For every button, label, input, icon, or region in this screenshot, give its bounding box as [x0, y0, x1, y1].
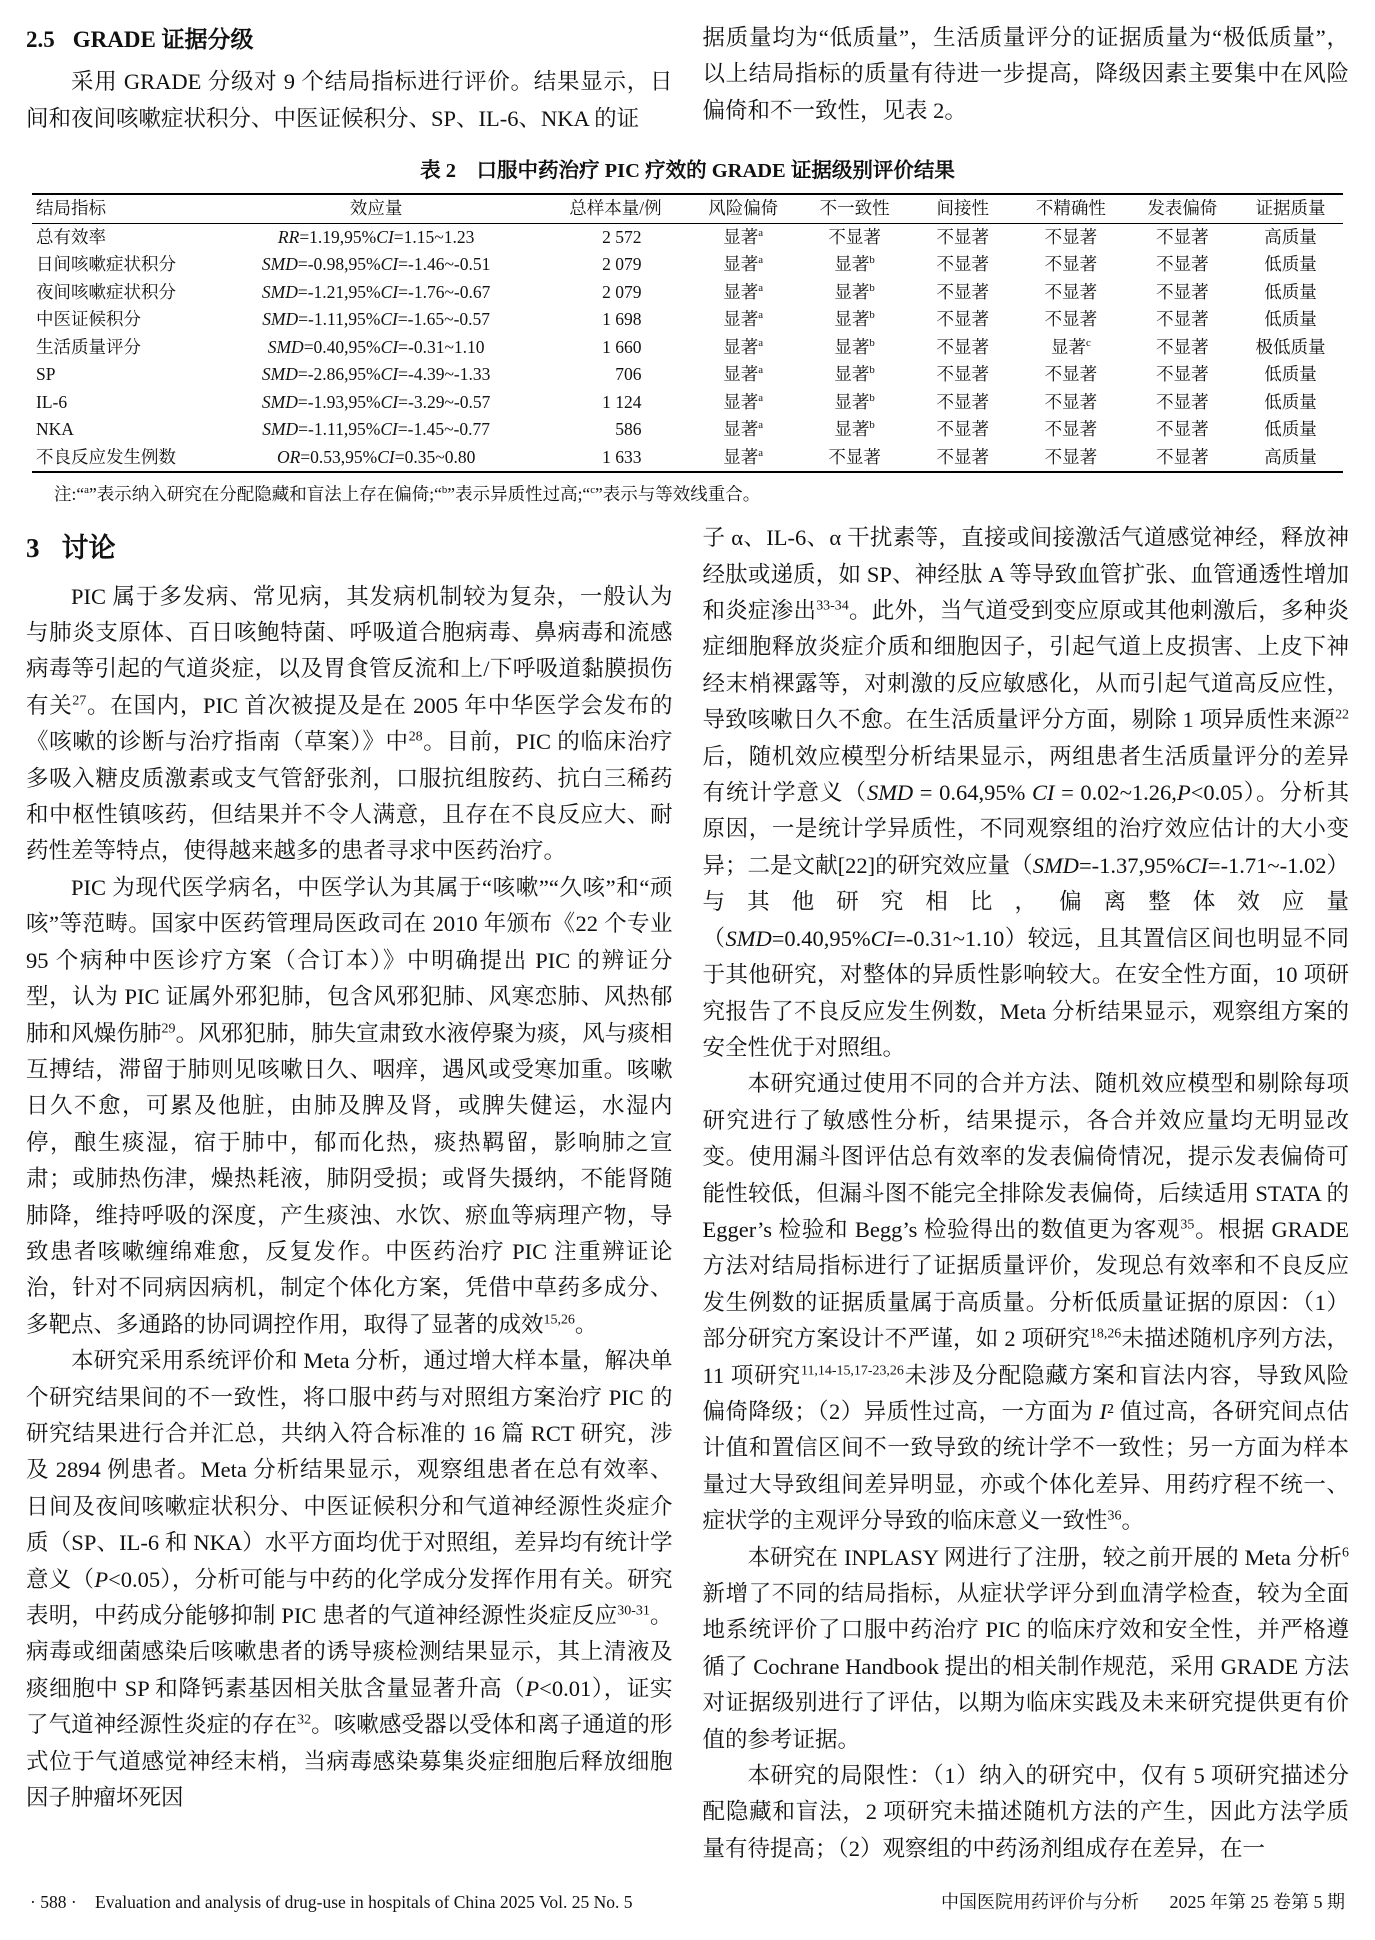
table-cell: 不显著 — [1044, 391, 1098, 412]
table-cell: 高质量 — [1264, 226, 1317, 247]
table-cell: 1 698 — [602, 309, 642, 330]
table-row — [32, 306, 1343, 334]
table-row — [32, 279, 1343, 307]
paragraph: PIC 属于多发病、常见病，其发病机制较为复杂，一般认为与肺炎支原体、百日咳鲍特菌、呼吸道合胞病毒、鼻病毒和流感病毒等引起的气道炎症，以及胃食管反流和上/下呼吸道黏膜损伤有关$^{27}$。在国内，PIC 首次被提及是在 2005 年中华医学会发布的《咳嗽的诊断与治疗指南（草案）》中$^{28}$。目前，PIC 的临床治疗多吸入糖皮质激素或支气管舒张剂，口服抗组胺药、抗白三稀药和中枢性镇咳药，但结果并不令人满意，且存在不良反应大、耐药性差等特点，使得越来越多的患者寻求中医药治疗。 — [26, 583, 673, 864]
table-cell: 显著$^a$ — [723, 336, 764, 357]
table-cell: SMD=-1.21,95%CI=-1.76~-0.67 — [261, 281, 491, 302]
paragraph: 本研究在 INPLASY 网进行了注册，较之前开展的 Meta 分析$^6$新增了不同的结局指标，从症状学评分到血清学检查，较为全面地系统评价了口服中药治疗 PIC 的临床疗效和安全性，并严格遵循了 Cochrane Handbook 提出的相关制作规范，采用 GRADE 方法对证据级别进行了评估，以期为临床实践及未来研究提供更有价值的参考证据。 — [702, 1544, 1349, 1752]
table-cell: 不显著 — [936, 391, 990, 412]
table-cell: 不显著 — [1156, 226, 1209, 247]
table-cell: 显著$^b$ — [834, 254, 875, 275]
table-cell: 显著$^c$ — [1051, 336, 1091, 357]
table-cell: 不显著 — [1156, 446, 1209, 467]
table-cell: 高质量 — [1264, 446, 1317, 467]
page-number: · 588 · — [30, 1892, 77, 1912]
section-3-number: 3 — [26, 533, 40, 564]
table-cell: 不显著 — [1044, 364, 1098, 385]
table-cell: 1 660 — [602, 336, 642, 357]
section-3-title: 讨论 — [61, 533, 116, 564]
table-cell: 1 124 — [602, 391, 642, 412]
table-2-block — [32, 153, 1343, 506]
table-column-header: 不精确性 — [1035, 198, 1106, 219]
table-2-header-row — [32, 194, 1343, 223]
table-cell: SMD=-2.86,95%CI=-4.39~-1.33 — [261, 364, 491, 385]
table-cell: OR=0.53,95%CI=0.35~0.80 — [276, 446, 476, 467]
table-column-header: 证据质量 — [1255, 198, 1326, 219]
table-cell: 不显著 — [828, 446, 881, 467]
table-cell: 低质量 — [1264, 419, 1317, 440]
section-2-5-number: 2.5 — [26, 27, 55, 52]
table-cell: 显著$^b$ — [834, 336, 875, 357]
journal-name-en: Evaluation and analysis of drug-use in hospitals of China 2025 Vol. 25 No. 5 — [95, 1892, 633, 1912]
table-2-title: 表 2 口服中药治疗 PIC 疗效的 GRADE 证据级别评价结果 — [420, 160, 955, 183]
journal-name-cn: 中国医院用药评价与分析 — [941, 1892, 1139, 1912]
paragraph: PIC 为现代医学病名，中医学认为其属于“咳嗽”“久咳”和“顽咳”等范畴。国家中医药管理局医政司在 2010 年颁布《22 个专业 95 个病种中医诊疗方案（合订本）》中明确提出 PIC 的辨证分型，认为 PIC 证属外邪犯肺，包含风邪犯肺、风寒恋肺、风热郁肺和风燥伤肺$^{29}$。风邪犯肺，肺失宣肃致水液停聚为痰，风与痰相互搏结，滞留于肺则见咳嗽日久、咽痒，遇风或受寒加重。咳嗽日久不愈，可累及他脏，由肺及脾及肾，或脾失健运，水湿内停，酿生痰湿，宿于肺中，郁而化热，痰热羁留，影响肺之宣肃；或肺热伤津，燥热耗液，肺阴受损；或肾失摄纳，不能肾随肺降，维持呼吸的深度，产生痰浊、水饮、瘀血等病理产物，导致患者咳嗽缠绵难愈，反复发作。中医药治疗 PIC 注重辨证论治，针对不同病因病机，制定个体化方案，凭借中草药多成分、多靶点、多通路的协同调控作用，取得了显著的成效$^{15,26}$。 — [26, 874, 673, 1337]
table-row — [32, 444, 1343, 473]
table-cell: 低质量 — [1264, 364, 1317, 385]
table-cell: SMD=-1.11,95%CI=-1.45~-0.77 — [262, 419, 491, 440]
table-cell: 低质量 — [1264, 391, 1317, 412]
table-cell: 显著$^a$ — [723, 364, 764, 385]
table-cell: 不显著 — [936, 309, 990, 330]
table-cell: 极低质量 — [1255, 336, 1326, 357]
table-cell: 显著$^a$ — [723, 391, 764, 412]
table-cell: 不显著 — [1156, 281, 1209, 302]
table-cell: 不显著 — [936, 226, 990, 247]
table-cell: 不显著 — [1156, 364, 1209, 385]
table-row — [32, 416, 1343, 444]
section-2-5 — [26, 20, 1349, 137]
table-column-header: 结局指标 — [36, 198, 106, 219]
table-cell: SMD=0.40,95%CI=-0.31~1.10 — [267, 336, 485, 357]
table-cell: NKA — [36, 419, 74, 440]
table-cell: 显著$^a$ — [723, 254, 764, 275]
table-cell: 不显著 — [1044, 254, 1098, 275]
section-3-left-paragraphs — [26, 579, 673, 1817]
table-cell: 低质量 — [1264, 281, 1317, 302]
table-2-header — [32, 194, 1343, 223]
table-cell: 不显著 — [1156, 254, 1209, 275]
section-3 — [26, 520, 1349, 1867]
table-row — [32, 361, 1343, 389]
section-3-right-column — [703, 520, 1350, 1867]
table-cell: 2 572 — [602, 226, 642, 247]
table-cell: 2 079 — [602, 281, 642, 302]
table-cell: SP — [36, 364, 56, 385]
section-3-heading — [26, 530, 673, 566]
table-cell: RR=1.19,95%CI=1.15~1.23 — [277, 226, 475, 247]
table-cell: 显著$^a$ — [723, 446, 764, 467]
table-cell: 不显著 — [1044, 226, 1098, 247]
table-column-header: 风险偏倚 — [708, 198, 779, 219]
table-cell: 显著$^b$ — [834, 419, 875, 440]
footer-left — [30, 1892, 632, 1913]
table-cell: 不显著 — [1044, 446, 1098, 467]
table-cell: 低质量 — [1264, 254, 1317, 275]
table-cell: 586 — [615, 419, 642, 440]
section-2-5-right-column — [703, 20, 1350, 137]
table-cell: 显著$^b$ — [834, 364, 875, 385]
table-cell: 夜间咳嗽症状积分 — [36, 281, 176, 302]
table-cell: 不显著 — [1156, 391, 1209, 412]
table-cell: 不良反应发生例数 — [36, 446, 176, 467]
table-cell: 显著$^a$ — [723, 419, 764, 440]
table-cell: 不显著 — [1156, 419, 1209, 440]
table-cell: 不显著 — [936, 419, 990, 440]
table-2-note: 注:“$^a$”表示纳入研究在分配隐藏和盲法上存在偏倚;“$^b$”表示异质性过高;“$^c$”表示与等效线重合。 — [54, 484, 761, 505]
table-cell: 不显著 — [1044, 419, 1098, 440]
table-cell: 显著$^a$ — [723, 281, 764, 302]
table-cell: SMD=-0.98,95%CI=-1.46~-0.51 — [261, 254, 491, 275]
table-cell: 显著$^a$ — [723, 226, 764, 247]
section-3-right-paragraphs — [703, 520, 1350, 1867]
table-cell: 不显著 — [1044, 309, 1098, 330]
table-row — [32, 251, 1343, 279]
table-cell: 日间咳嗽症状积分 — [36, 254, 176, 275]
table-cell: 显著$^b$ — [834, 391, 875, 412]
table-cell: 不显著 — [936, 281, 990, 302]
table-column-header: 不一致性 — [819, 198, 890, 219]
journal-issue: 2025 年第 25 卷第 5 期 — [1169, 1892, 1345, 1912]
table-cell: 706 — [615, 364, 642, 385]
table-cell: 总有效率 — [36, 226, 106, 247]
table-row — [32, 223, 1343, 251]
paragraph: 子 α、IL-6、α 干扰素等，直接或间接激活气道感觉神经，释放神经肽或递质，如 SP、神经肽 A 等导致血管扩张、血管通透性增加和炎症渗出$^{33-34}$。此外，当气道受到变应原或其他刺激后，多种炎症细胞释放炎症介质和细胞因子，引起气道上皮损害、上皮下神经末梢裸露等，对刺激的反应敏感化，从而引起气道高反应性，导致咳嗽日久不愈。在生活质量评分方面，剔除 1 项异质性来源$^{22}$后，随机效应模型分析结果显示，两组患者生活质量评分的差异有统计学意义（SMD = 0.64,95% CI = 0.02~1.26,P<0.05）。分析其原因，一是统计学异质性，不同观察组的治疗效应估计的大小变异；二是文献[22]的研究效应量（SMD=-1.37,95%CI=-1.71~-1.02）与其他研究相比，偏离整体效应量（SMD=0.40,95%CI=-0.31~1.10）较远，且其置信区间也明显不同于其他研究，对整体的异质性影响较大。在安全性方面，10 项研究报告了不良反应发生例数，Meta 分析结果显示，观察组方案的安全性优于对照组。 — [702, 525, 1349, 1060]
table-row — [32, 389, 1343, 417]
table-column-header: 发表偏倚 — [1147, 198, 1218, 219]
table-cell: 不显著 — [936, 336, 990, 357]
table-cell: SMD=-1.93,95%CI=-3.29~-0.57 — [261, 391, 491, 412]
section-2-5-heading — [26, 22, 673, 58]
table-cell: 不显著 — [936, 446, 990, 467]
table-cell: 显著$^a$ — [723, 309, 764, 330]
table-cell: 显著$^b$ — [834, 281, 875, 302]
table-cell: 中医证候积分 — [36, 309, 141, 330]
section-2-5-paragraph-left: 采用 GRADE 分级对 9 个结局指标进行评价。结果显示，日间和夜间咳嗽症状积分、中医证候积分、SP、IL-6、NKA 的证 — [26, 69, 673, 131]
paragraph: 本研究的局限性：（1）纳入的研究中，仅有 5 项研究描述分配隐藏和盲法，2 项研究未描述随机方法的产生，因此方法学质量有待提高；（2）观察组的中药汤剂组成存在差异，在一 — [702, 1763, 1349, 1861]
table-cell: 不显著 — [936, 254, 990, 275]
table-cell: 不显著 — [1156, 309, 1209, 330]
page-footer — [30, 1888, 1345, 1914]
section-2-5-title: GRADE 证据分级 — [72, 27, 254, 52]
table-cell: 2 079 — [602, 254, 642, 275]
paragraph: 本研究采用系统评价和 Meta 分析，通过增大样本量，解决单个研究结果间的不一致性，将口服中药与对照组方案治疗 PIC 的研究结果进行合并汇总，共纳入符合标准的 16 篇 RCT 研究，涉及 2894 例患者。Meta 分析结果显示，观察组患者在总有效率、日间及夜间咳嗽症状积分、中医证候积分和气道神经源性炎症介质（SP、IL-6 和 NKA）水平方面均优于对照组，差异均有统计学意义（P<0.05），分析可能与中药的化学成分发挥作用有关。研究表明，中药成分能够抑制 PIC 患者的气道神经源性炎症反应$^{30-31}$。病毒或细菌感染后咳嗽患者的诱导痰检测结果显示，其上清液及痰细胞中 SP 和降钙素基因相关肽含量显著升高（P<0.01），证实了气道神经源性炎症的存在$^{32}$。咳嗽感受器以受体和离子通道的形式位于气道感觉神经末梢，当病毒感染募集炎症细胞后释放细胞因子肿瘤坏死因 — [26, 1348, 673, 1811]
table-row — [32, 334, 1343, 362]
table-cell: 不显著 — [936, 364, 990, 385]
table-cell: 不显著 — [1156, 336, 1209, 357]
table-cell: 不显著 — [828, 226, 881, 247]
table-cell: 不显著 — [1044, 281, 1098, 302]
table-column-header: 间接性 — [936, 198, 990, 219]
table-cell: 显著$^b$ — [834, 309, 875, 330]
table-2 — [32, 193, 1343, 473]
table-cell: 1 633 — [602, 446, 642, 467]
table-column-header: 总样本量/例 — [569, 198, 662, 219]
table-cell: SMD=-1.11,95%CI=-1.65~-0.57 — [262, 309, 491, 330]
table-cell: 低质量 — [1264, 309, 1317, 330]
table-cell: 生活质量评分 — [36, 336, 141, 357]
section-2-5-left-column — [26, 20, 673, 137]
table-cell: IL-6 — [36, 391, 68, 412]
footer-right — [941, 1888, 1345, 1914]
section-3-left-column — [26, 520, 673, 1867]
table-column-header: 效应量 — [349, 198, 403, 219]
section-2-5-paragraph-right: 据质量均为“低质量”，生活质量评分的证据质量为“极低质量”，以上结局指标的质量有待进一步提高，降级因素主要集中在风险偏倚和不一致性，见表 2。 — [702, 25, 1349, 123]
paragraph: 本研究通过使用不同的合并方法、随机效应模型和剔除每项研究进行了敏感性分析，结果提示，各合并效应量均无明显改变。使用漏斗图评估总有效率的发表偏倚情况，提示发表偏倚可能性较低，但漏斗图不能完全排除发表偏倚，后续适用 STATA 的 Egger’s 检验和 Begg’s 检验得出的数值更为客观$^{35}$。根据 GRADE 方法对结局指标进行了证据质量评价，发现总有效率和不良反应发生例数的证据质量属于高质量。分析低质量证据的原因：（1）部分研究方案设计不严谨，如 2 项研究$^{18,26}$未描述随机序列方法，11 项研究$^{11,14-15,17-23,26}$未涉及分配隐藏方案和盲法内容，导致风险偏倚降级；（2）异质性过高，一方面为 I² 值过高，各研究间点估计值和置信区间不一致导致的统计学不一致性；另一方面为样本量过大导致组间差异明显，亦或个体化差异、用药疗程不统一、症状学的主观评分导致的临床意义一致性$^{36}$。 — [702, 1071, 1349, 1534]
table-2-body — [32, 223, 1343, 472]
